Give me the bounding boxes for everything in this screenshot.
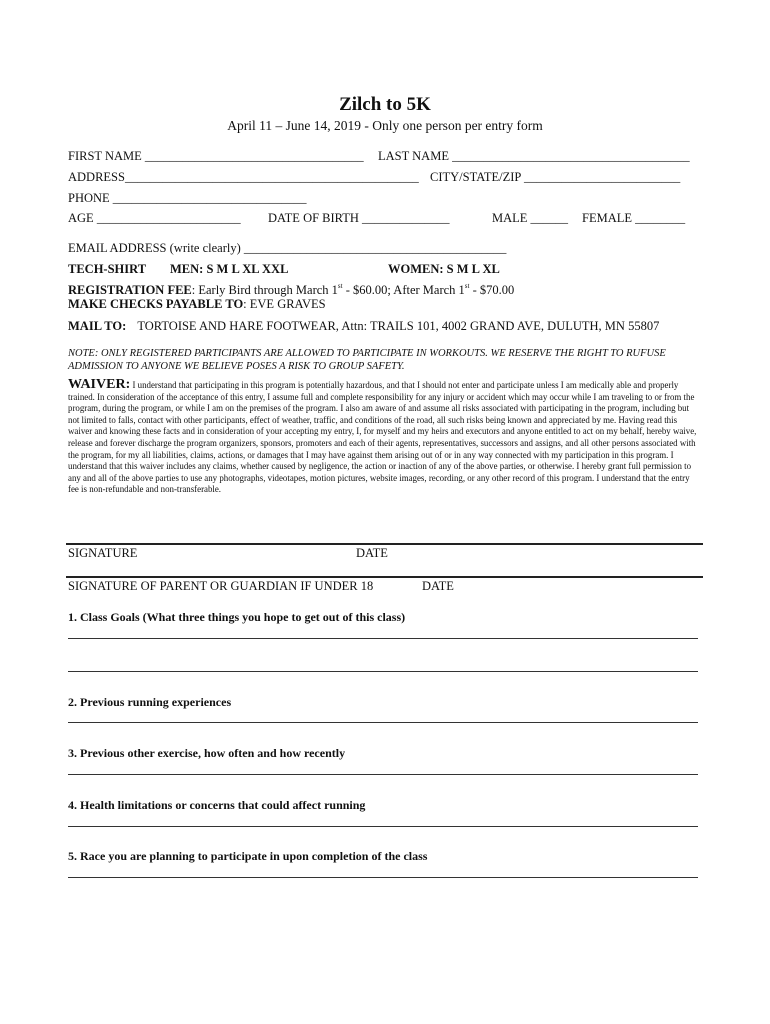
- guardian-signature-label: SIGNATURE OF PARENT OR GUARDIAN IF UNDER 18: [68, 579, 374, 593]
- registration-text-a: : Early Bird through March 1: [191, 283, 338, 297]
- guardian-signature-line[interactable]: [66, 576, 703, 578]
- form-title: Zilch to 5K: [339, 94, 431, 115]
- last-name-field[interactable]: LAST NAME ______________________________________: [378, 149, 690, 163]
- answer-line-4[interactable]: [68, 826, 698, 827]
- female-field[interactable]: FEMALE ________: [582, 211, 686, 225]
- registration-fee-label: REGISTRATION FEE: [68, 283, 192, 297]
- mail-to-address: TORTOISE AND HARE FOOTWEAR, Attn: TRAILS 101, 4002 GRAND AVE, DULUTH, MN 55807: [137, 319, 660, 333]
- answer-line-2[interactable]: [68, 722, 698, 723]
- women-sizes[interactable]: WOMEN: S M L XL: [388, 262, 500, 276]
- answer-line-3[interactable]: [68, 774, 698, 775]
- registration-sup-2: st: [464, 282, 470, 290]
- signature-label: SIGNATURE: [68, 546, 138, 560]
- mail-to-line: [68, 319, 659, 334]
- question-3: 3. Previous other exercise, how often and how recently: [68, 746, 346, 760]
- male-field[interactable]: MALE ______: [492, 211, 569, 225]
- answer-line-1b[interactable]: [68, 671, 698, 672]
- guardian-date-label: DATE: [422, 579, 454, 593]
- safety-note: NOTE: ONLY REGISTERED PARTICIPANTS ARE ALLOWED TO PARTICIPATE IN WORKOUTS. WE RESERVE THE RIGHT TO RUFUSE ADMISSION TO ANYONE WE BELIEVE POSES A RISK TO GROUP SAFETY.: [68, 348, 666, 372]
- first-name-field[interactable]: FIRST NAME ___________________________________: [68, 149, 364, 163]
- question-2: 2. Previous running experiences: [68, 695, 232, 709]
- registration-text-b: - $60.00; After March 1: [342, 283, 465, 297]
- question-5: 5. Race you are planning to participate in upon completion of the class: [68, 849, 428, 863]
- registration-sup-1: st: [337, 282, 343, 290]
- age-field[interactable]: AGE _______________________: [68, 211, 241, 225]
- registration-fee-line: [68, 283, 514, 298]
- city-state-zip-field[interactable]: CITY/STATE/ZIP _________________________: [430, 170, 681, 184]
- mail-to-label: MAIL TO:: [68, 319, 127, 333]
- form-subtitle: April 11 – June 14, 2019 - Only one person per entry form: [227, 118, 543, 133]
- checks-label: MAKE CHECKS PAYABLE TO: [68, 297, 244, 311]
- signature-line[interactable]: [66, 543, 703, 545]
- answer-line-5[interactable]: [68, 877, 698, 878]
- question-1: 1. Class Goals (What three things you hope to get out of this class): [68, 610, 406, 624]
- date-of-birth-field[interactable]: DATE OF BIRTH ______________: [268, 211, 450, 225]
- email-field[interactable]: EMAIL ADDRESS (write clearly) __________________________________________: [68, 241, 507, 255]
- signature-date-label: DATE: [356, 546, 388, 560]
- checks-value: : EVE GRAVES: [243, 297, 326, 311]
- registration-text-c: - $70.00: [469, 283, 515, 297]
- address-field[interactable]: ADDRESS_______________________________________________: [68, 170, 419, 184]
- waiver-heading: WAIVER:: [68, 377, 131, 392]
- answer-line-1a[interactable]: [68, 638, 698, 639]
- checks-payable-line: [68, 297, 326, 312]
- phone-field[interactable]: PHONE _______________________________: [68, 191, 307, 205]
- waiver-block: [68, 379, 702, 496]
- tech-shirt-label: TECH-SHIRT: [68, 262, 147, 276]
- question-4: 4. Health limitations or concerns that could affect running: [68, 798, 366, 812]
- men-sizes[interactable]: MEN: S M L XL XXL: [170, 262, 289, 276]
- waiver-text: I understand that participating in this program is potentially hazardous, and that I should not enter and participate unless I am medically able and properly trained. In consideration of the acceptance of this entry, I assume full and complete responsibility for any injury or accident which may occur while I am traveling to or from the program, during the program, or while I am on the premises of the program. I also am aware of and assume all risks associated with participating in the program, including but not limited to falls, contact with other participants, effect of weather, traffic, and conditions of the road, all such risks being known and appreciated by me. Having read this waiver and knowing these facts and in consideration of your accepting my entry, I, for myself and my heirs and executors and anyone entitled to act on my behalf, hereby waive, release and forever discharge the program organizers, sponsors, promoters and each of their agents, representatives, successors and assigns, and all other persons associated with the program, for my all liabilities, claims, actions, or damages that I may have against them arising out of or in any way connected with my participation in this program. I understand that this waiver includes any claims, whether caused by negligence, the action or inaction of any of the above parties, or otherwise. I hereby grant full permission to any and all of the above parties to use any photographs, videotapes, motion pictures, website images, recording, or any other record of this program. I understand that the entry fee is non-refundable and non-transferable.: [68, 380, 697, 495]
